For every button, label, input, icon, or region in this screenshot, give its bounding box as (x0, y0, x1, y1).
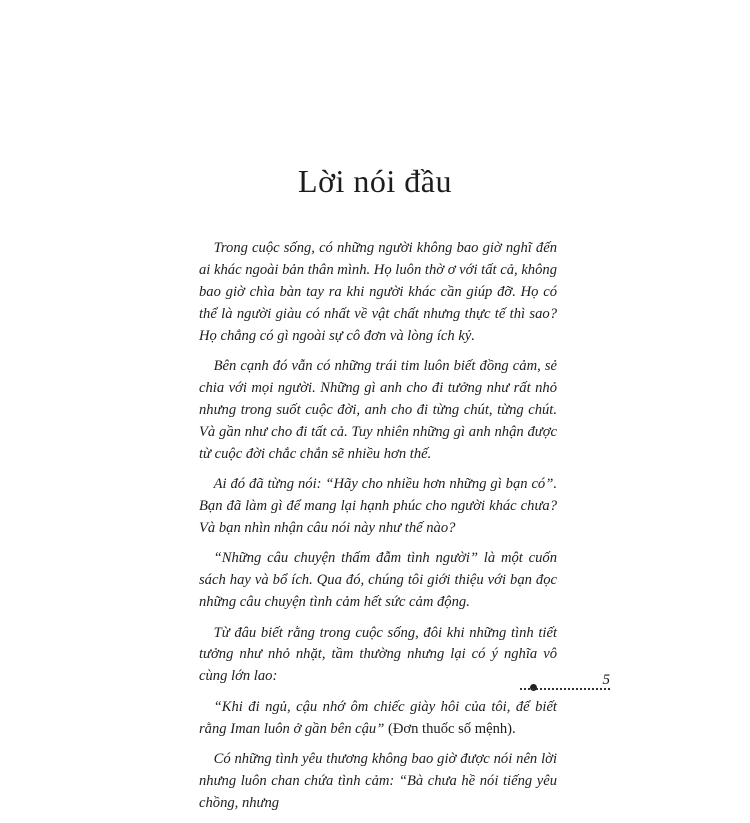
paragraph-4 (199, 548, 557, 614)
quote-text: “Khi đi ngủ, cậu nhớ ôm chiếc giày hôi của tôi, để biết rằng Iman luôn ở gần bên cậu” (199, 698, 557, 737)
page-title: Lời nói đầu (298, 163, 452, 199)
paragraph-last-text: Có những tình yêu thương không bao giờ được nói nên lời nhưng luôn chan chứa tình cảm: “Bà chưa hề nói tiếng yêu chồng, nhưng (199, 751, 557, 811)
page-number: 5 (602, 672, 610, 688)
paragraph-5 (199, 623, 557, 689)
paragraph-1 (199, 238, 557, 348)
paragraph-4-text: “Những câu chuyện thấm đẫm tình người” là một cuốn sách hay và bổ ích. Qua đó, chúng tôi giới thiệu với bạn đọc những câu chuyện tình cảm hết sức cảm động. (199, 550, 557, 611)
footer-dotted-rule (520, 688, 610, 690)
paragraph-5-text: Từ đâu biết rằng trong cuộc sống, đôi khi những tình tiết tưởng như nhỏ nhặt, tầm thường nhưng lại có ý nghĩa vô cùng lớn lao: (199, 624, 557, 685)
paragraph-2-text: Bên cạnh đó vẫn có những trái tim luôn biết đồng cảm, sẻ chia với mọi người. Những gì anh cho đi tưởng như rất nhỏ nhưng trong suốt cuộc đời, anh cho đi từng chút, từng chút. Và gần như cho đi tất cả. Tuy nhiên những gì anh nhận được từ cuộc đời chắc chắn sẽ nhiều hơn thế. (199, 358, 557, 462)
paragraph-3 (199, 474, 557, 540)
page-footer (520, 672, 610, 692)
paragraph-last (199, 749, 557, 815)
paragraph-1-text: Trong cuộc sống, có những người không bao giờ nghĩ đến ai khác ngoài bản thân mình. Họ luôn thờ ơ với tất cả, không bao giờ chìa bàn tay ra khi người khác cần giúp đỡ. Họ có thể là người giàu có nhất về vật chất nhưng thực tế thì sao? Họ chẳng có gì ngoài sự cô đơn và lòng ích kỷ. (199, 240, 557, 344)
paragraph-3-text: Ai đó đã từng nói: “Hãy cho nhiều hơn những gì bạn có”. Bạn đã làm gì để mang lại hạnh phúc cho người khác chưa? Và bạn nhìn nhận câu nói này như thế nào? (199, 476, 557, 536)
paragraph-2 (199, 356, 557, 466)
quote-source: (Đơn thuốc số mệnh). (384, 720, 516, 737)
preface-body (199, 238, 557, 823)
paragraph-quote (199, 697, 557, 741)
